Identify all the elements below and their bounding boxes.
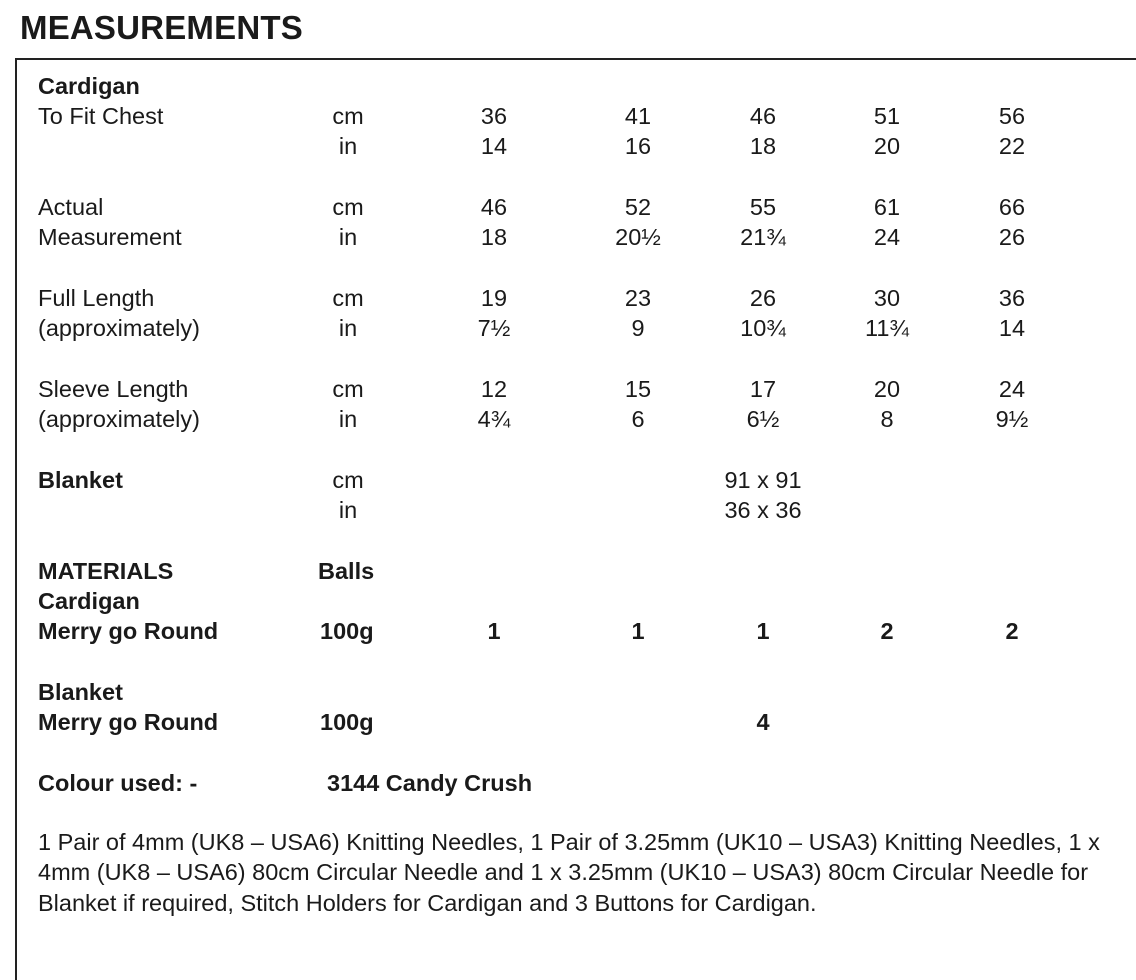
length-cm-value: 30 [873, 285, 901, 311]
blanket-unit-in: in [338, 497, 358, 523]
length-in-value: 11¾ [865, 315, 909, 341]
blanket-heading: Blanket [38, 467, 123, 493]
chest-in-value: 14 [480, 133, 508, 159]
chest-in-value: 20 [873, 133, 901, 159]
page-title: MEASUREMENTS [20, 9, 303, 46]
sleeve-in-value: 8 [880, 406, 894, 432]
actual-cm-value: 61 [873, 194, 901, 220]
blanket-weight: 100g [320, 709, 374, 735]
actual-cm-value: 55 [749, 194, 777, 220]
length-in-value: 9 [631, 315, 645, 341]
length-label: Full Length [38, 285, 155, 311]
chest-cm-value: 41 [624, 103, 652, 129]
length-in-value: 10¾ [740, 315, 786, 341]
length-in-value: 14 [998, 315, 1026, 341]
needles-paragraph: 1 Pair of 4mm (UK8 – USA6) Knitting Needles, 1 Pair of 3.25mm (UK10 – USA3) Knitting Needles, 1 x 4mm (UK8 – USA6) 80cm Circular Needle and 1 x 3.25mm (UK10 – USA3) 80cm Circular Needle for Blanket if required, Stitch Holders for Cardigan and 3 Buttons for Cardigan. [38, 829, 1100, 916]
sleeve-in-value: 6½ [746, 406, 780, 432]
cardigan-yarn: Merry go Round [38, 618, 219, 644]
actual-label-2: Measurement [38, 224, 182, 250]
length-cm-value: 23 [624, 285, 652, 311]
actual-cm-value: 66 [998, 194, 1026, 220]
blanket-cm-value: 91 x 91 [724, 467, 802, 493]
actual-in-value: 20½ [615, 224, 661, 250]
materials-blanket-label: Blanket [38, 679, 123, 705]
chest-label: To Fit Chest [38, 103, 164, 129]
sleeve-label: Sleeve Length [38, 376, 189, 402]
actual-in-value: 24 [873, 224, 901, 250]
sleeve-cm-value: 20 [873, 376, 901, 402]
chest-unit-in: in [338, 133, 358, 159]
actual-label: Actual [38, 194, 104, 220]
sleeve-label-2: (approximately) [38, 406, 200, 432]
chest-cm-value: 56 [998, 103, 1026, 129]
chest-cm-value: 51 [873, 103, 901, 129]
sleeve-unit-in: in [338, 406, 358, 432]
cardigan-balls: 1 [631, 618, 645, 644]
length-in-value: 7½ [477, 315, 511, 341]
length-cm-value: 36 [998, 285, 1026, 311]
cardigan-weight: 100g [320, 618, 374, 644]
cardigan-balls: 1 [756, 618, 770, 644]
sleeve-unit-cm: cm [332, 376, 364, 402]
length-cm-value: 26 [749, 285, 777, 311]
sleeve-cm-value: 12 [480, 376, 508, 402]
chest-cm-value: 36 [480, 103, 508, 129]
actual-in-value: 21¾ [740, 224, 786, 250]
actual-in-value: 18 [480, 224, 508, 250]
sleeve-in-value: 6 [631, 406, 645, 432]
length-cm-value: 19 [480, 285, 508, 311]
chest-in-value: 18 [749, 133, 777, 159]
colour-label: Colour used: - [38, 770, 198, 796]
length-unit-in: in [338, 315, 358, 341]
actual-cm-value: 46 [480, 194, 508, 220]
actual-cm-value: 52 [624, 194, 652, 220]
sleeve-cm-value: 15 [624, 376, 652, 402]
chest-unit-cm: cm [332, 103, 364, 129]
cardigan-balls: 2 [1005, 618, 1019, 644]
balls-label: Balls [318, 558, 375, 584]
blanket-balls: 4 [756, 709, 770, 735]
actual-unit-cm: cm [332, 194, 364, 220]
blanket-yarn: Merry go Round [38, 709, 219, 735]
blanket-unit-cm: cm [332, 467, 364, 493]
chest-cm-value: 46 [749, 103, 777, 129]
sleeve-cm-value: 24 [998, 376, 1026, 402]
actual-unit-in: in [338, 224, 358, 250]
sleeve-cm-value: 17 [749, 376, 777, 402]
sleeve-in-value: 4¾ [477, 406, 511, 432]
length-label-2: (approximately) [38, 315, 200, 341]
cardigan-heading: Cardigan [38, 73, 140, 99]
sleeve-in-value: 9½ [995, 406, 1029, 432]
actual-in-value: 26 [998, 224, 1026, 250]
chest-in-value: 16 [624, 133, 652, 159]
colour-value: 3144 Candy Crush [327, 770, 533, 796]
chest-in-value: 22 [998, 133, 1026, 159]
cardigan-balls: 1 [487, 618, 501, 644]
length-unit-cm: cm [332, 285, 364, 311]
materials-heading: MATERIALS [38, 558, 174, 584]
cardigan-balls: 2 [880, 618, 894, 644]
blanket-in-value: 36 x 36 [724, 497, 802, 523]
materials-cardigan-label: Cardigan [38, 588, 140, 614]
